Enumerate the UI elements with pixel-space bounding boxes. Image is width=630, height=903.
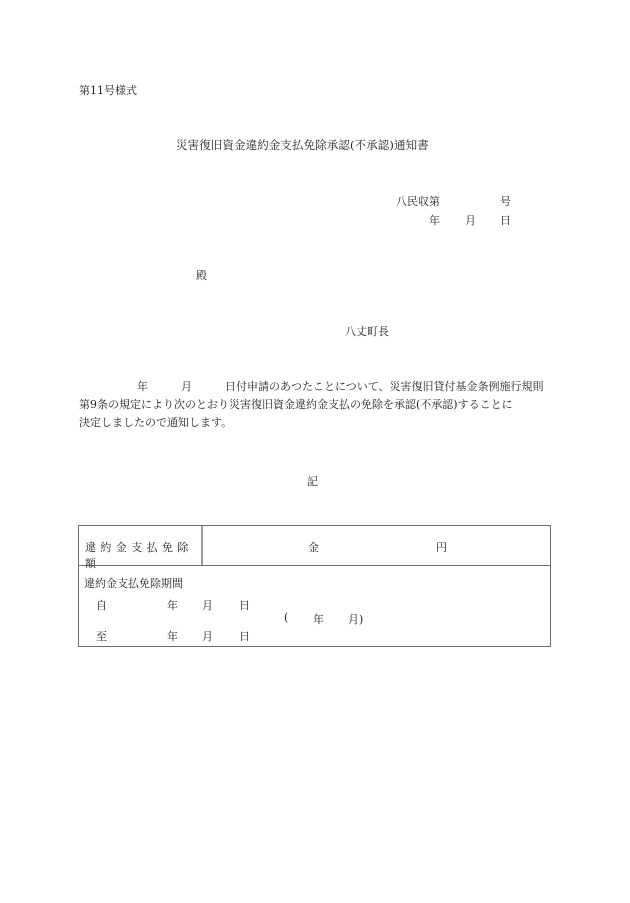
addressee: 殿: [196, 269, 207, 282]
period-duration: [284, 611, 404, 625]
period-label: 違約金支払免除期間: [84, 577, 183, 590]
to-month: 月: [202, 630, 213, 643]
body-line-3: 決定しましたので通知します。: [79, 416, 233, 429]
body-line-1-text: 日付申請のあつたことについて、災害復旧貸付基金条例施行規則: [225, 380, 544, 393]
amount-label-cell: [79, 526, 203, 570]
body-line-2: 第9条の規定により次のとおり災害復旧資金違約金支払の免除を承認(不承認)することに: [79, 398, 513, 411]
ki-label: 記: [307, 475, 318, 488]
from-label: 自: [96, 599, 107, 612]
document-title: 災害復旧資金違約金支払免除承認(不承認)通知書: [176, 138, 429, 152]
from-month: 月: [202, 599, 213, 612]
duration-month: 月): [348, 613, 364, 626]
notice-body: [79, 378, 554, 432]
details-table: [78, 525, 551, 647]
issue-date-day: 日: [500, 214, 511, 227]
period-to: [79, 628, 279, 642]
from-year: 年: [167, 599, 178, 612]
duration-open-paren: (: [284, 611, 289, 624]
issue-date-year: 年: [429, 214, 440, 227]
period-from: [79, 597, 279, 611]
amount-row: [79, 526, 550, 570]
form-number: 第11号様式: [79, 84, 137, 97]
amount-prefix: 金: [308, 541, 319, 554]
sender: 八丈町長: [345, 325, 389, 338]
to-day: 日: [239, 630, 250, 643]
from-day: 日: [239, 599, 250, 612]
issue-date-month: 月: [465, 214, 476, 227]
application-month: 月: [181, 380, 192, 393]
application-year: 年: [137, 380, 148, 393]
to-label: 至: [96, 630, 107, 643]
body-line-1: [79, 378, 554, 396]
period-row: [79, 566, 550, 646]
to-year: 年: [167, 630, 178, 643]
reference-suffix: 号: [500, 195, 511, 208]
reference-prefix: 八民収第: [396, 195, 440, 208]
duration-year: 年: [313, 613, 324, 626]
amount-unit: 円: [436, 541, 447, 554]
amount-label: 違約金支払免除額: [85, 541, 193, 570]
